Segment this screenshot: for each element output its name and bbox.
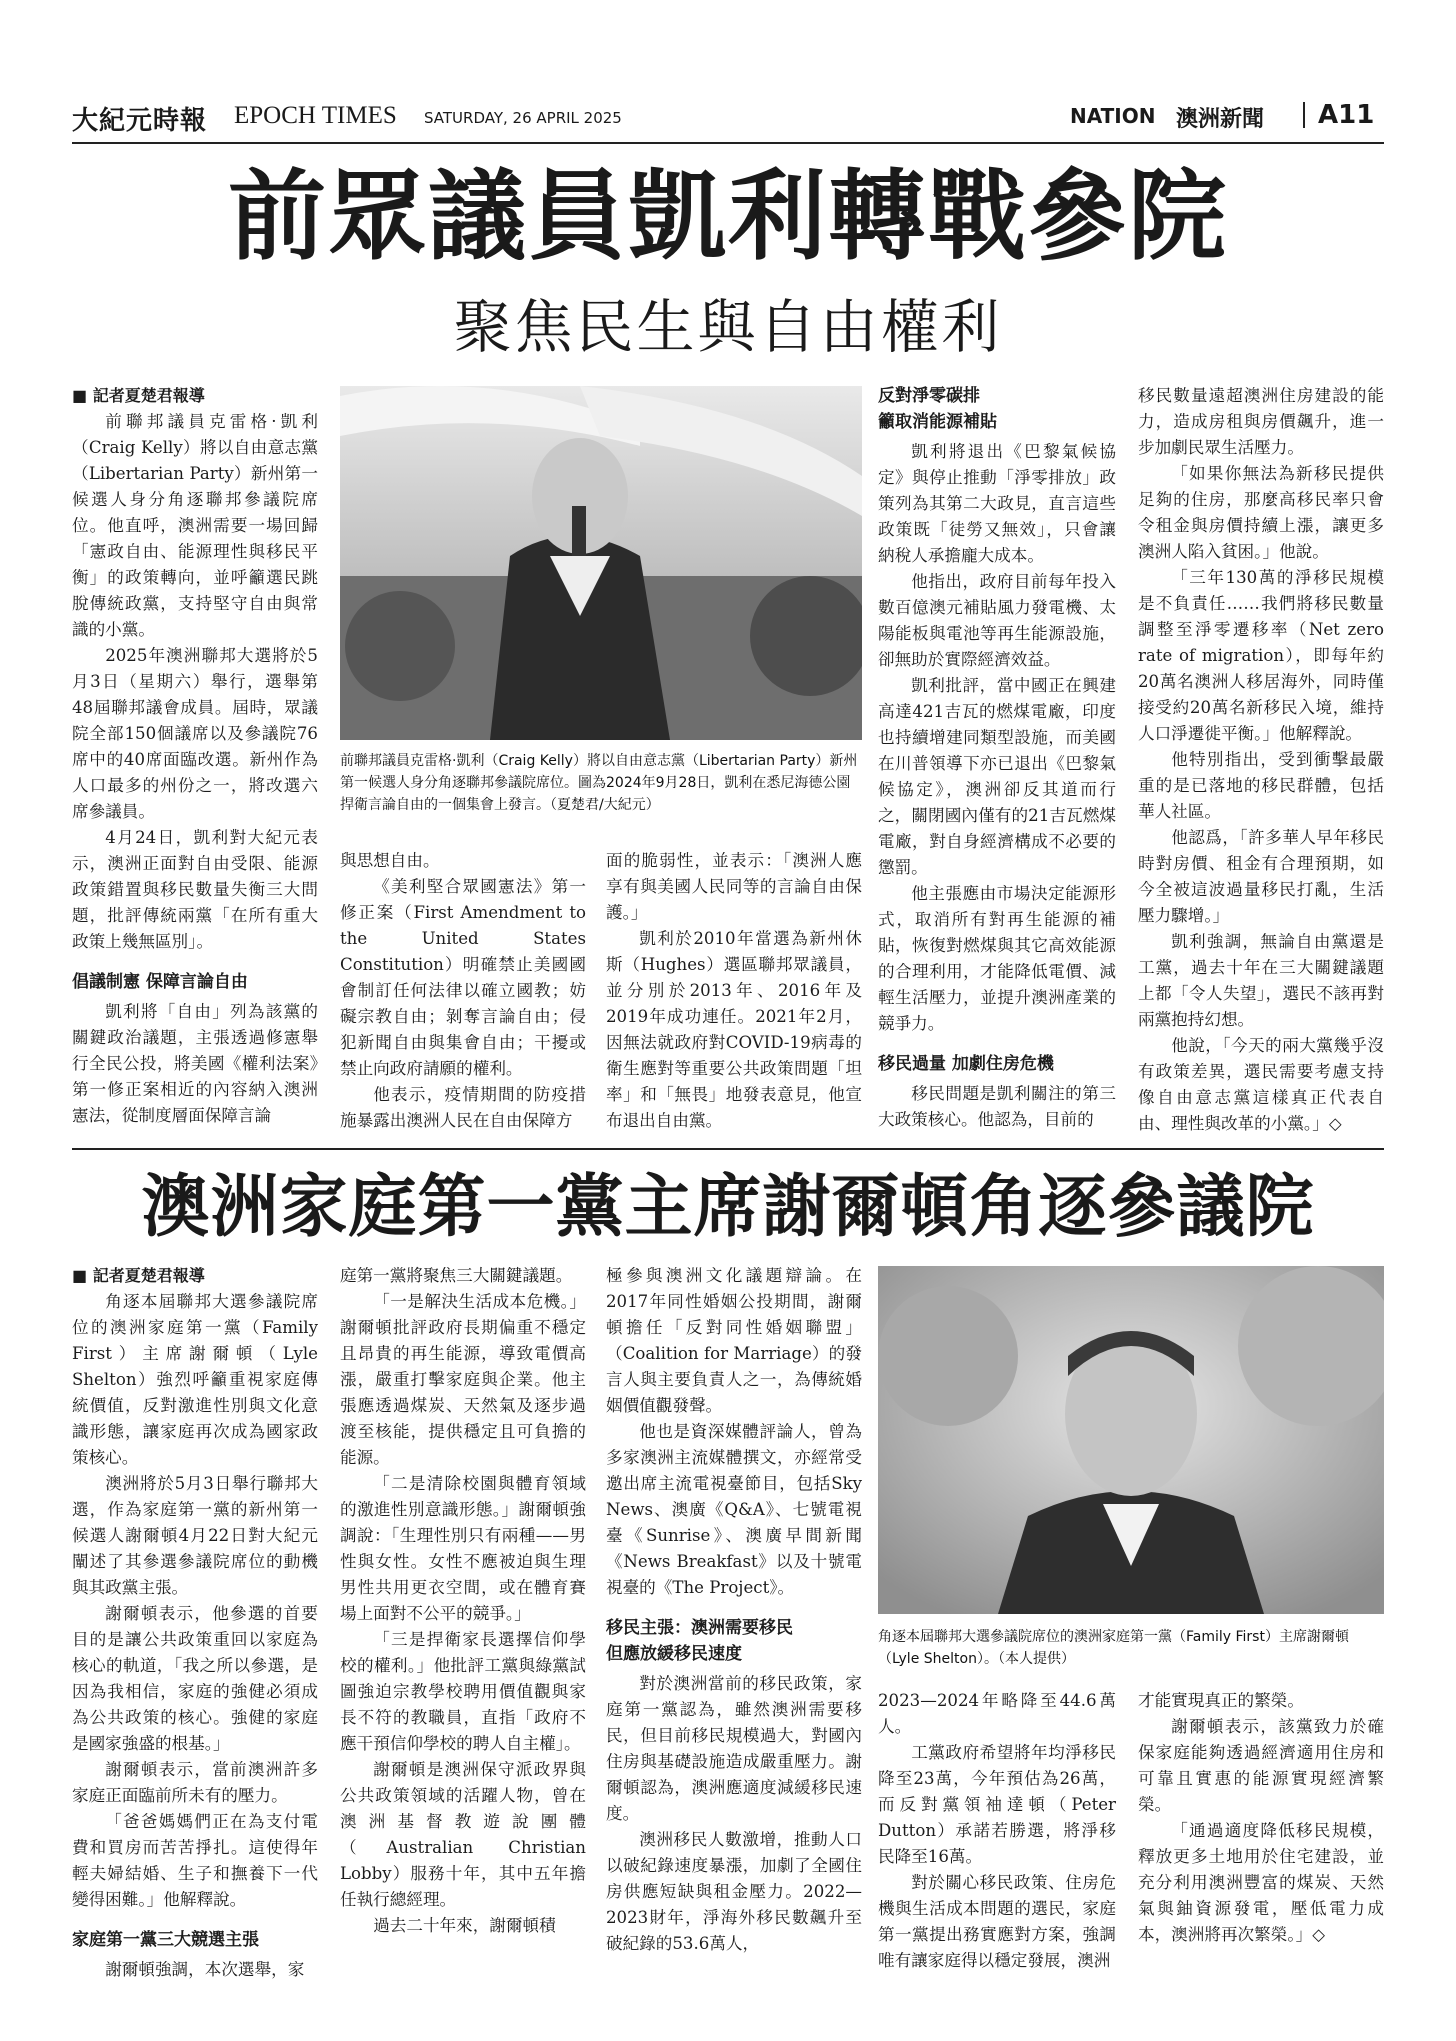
paragraph: 2025年澳洲聯邦大選將於5月3日（星期六）舉行，選舉第48屆聯邦議會成員。屆時，眾議院全部150個議席以及參議院76席中的40席面臨改選。新州作為人口最多的州份之一，將改選六席參議員。: [72, 646, 318, 821]
paragraph: 過去二十年來，謝爾頓積: [373, 1916, 556, 1935]
paragraph: 謝爾頓強調，本次選舉，家: [105, 1960, 305, 1979]
paragraph: 澳洲將於5月3日舉行聯邦大選，作為家庭第一黨的新州第一候選人謝爾頓4月22日對大紀元闡述了其參選參議院席位的動機與其政黨主張。: [72, 1474, 318, 1597]
article1-photo-caption: 前聯邦議員克雷格·凱利（Craig Kelly）將以自由意志黨（Libertarian Party）新州第一候選人身分角逐聯邦參議院席位。圖為2024年9月28日，凱利在悉尼海德公園捍衛言論自由的一個集會上發言。（夏楚君/大紀元）: [340, 753, 858, 813]
section-label-en: NATION: [1070, 104, 1156, 128]
article1-column-3: [878, 383, 1116, 1133]
subhead: 移民主張：澳洲需要移民 但應放緩移民速度: [606, 1618, 793, 1664]
article2-column-1: [72, 1263, 318, 1983]
paragraph: 移民數量遠超澳洲住房建設的能力，造成房租與房價飆升，進一步加劇民眾生活壓力。: [1138, 386, 1384, 457]
paragraph: 凱利將「自由」列為該黨的關鍵政治議題，主張透過修憲舉行全民公投，將美國《權利法案》第一修正案相近的內容納入澳洲憲法，從制度層面保障言論: [72, 1002, 318, 1125]
article2-column-2: [340, 1263, 586, 1939]
paragraph: 澳洲移民人數激增，推動人口以破紀錄速度暴漲，加劇了全國住房供應短缺與租金壓力。2022—2023財年，淨海外移民數飆升至破紀錄的53.6萬人，: [606, 1830, 862, 1953]
photo-craig-kelly-speaking: [340, 386, 862, 740]
paragraph: 「三是捍衛家長選擇信仰學校的權利。」他批評工黨與綠黨試圖強迫宗教學校聘用價值觀與家長不符的教職員，直指「政府不應干預信仰學校的聘人自主權」。: [340, 1630, 586, 1753]
paragraph: 對於澳洲當前的移民政策，家庭第一黨認為，雖然澳洲需要移民，但目前移民規模過大，對國內住房與基礎設施造成嚴重壓力。謝爾頓認為，澳洲應適度減緩移民速度。: [606, 1674, 862, 1823]
article2-photo: [878, 1266, 1384, 1614]
paragraph: 他也是資深媒體評論人，曾為多家澳洲主流媒體撰文，亦經常受邀出席主流電視臺節目，包括Sky News、澳廣《Q&A》、七號電視臺《Sunrise》、澳廣早間新聞《News Breakfast》以及十號電視臺的《The Project》。: [606, 1422, 862, 1597]
paragraph: 謝爾頓表示，當前澳洲許多家庭正面臨前所未有的壓力。: [72, 1760, 318, 1805]
paragraph: 《美利堅合眾國憲法》第一修正案（First Amendment to the United States Constitution）明確禁止美國國會制訂任何法律以確立國教；妨礙宗教自由；剝奪言論自由；侵犯新聞自由與集會自由；干擾或禁止向政府請願的權利。: [340, 877, 586, 1078]
section-label-cn: 澳洲新聞: [1176, 107, 1265, 132]
article2-byline: ■ 記者夏楚君報導: [72, 1266, 205, 1285]
article2-photo-caption: 角逐本屆聯邦大選參議院席位的澳洲家庭第一黨（Family First）主席謝爾頓（Lyle Shelton）。（本人提供）: [878, 1629, 1349, 1667]
subhead: 家庭第一黨三大競選主張: [72, 1930, 259, 1950]
paragraph: 「一是解決生活成本危機。」謝爾頓批評政府長期偏重不穩定且昂貴的再生能源，導致電價高漲，嚴重打擊家庭與企業。他主張應透過煤炭、天然氣及逐步過渡至核能，提供穩定且可負擔的能源。: [340, 1292, 586, 1467]
paragraph: 才能實現真正的繁榮。: [1138, 1691, 1304, 1710]
paragraph: 「通過適度降低移民規模，釋放更多土地用於住宅建設，並充分利用澳洲豐富的煤炭、天然氣與鈾資源發電，壓低電力成本，澳洲將再次繁榮。」◇: [1138, 1821, 1384, 1944]
masthead-logo-en: EPOCH TIMES: [234, 102, 397, 129]
paragraph: 「爸爸媽媽們正在為支付電費和買房而苦苦掙扎。這使得年輕夫婦結婚、生子和撫養下一代變得困難。」他解釋說。: [72, 1812, 318, 1909]
paragraph: 工黨政府希望將年均淨移民降至23萬，今年預估為26萬，而反對黨領袖達頓（Peter Dutton）承諾若勝選，將淨移民降至16萬。: [878, 1743, 1116, 1866]
photo-lyle-shelton-portrait: [878, 1266, 1384, 1614]
paragraph: 與思想自由。: [340, 851, 440, 870]
article1-headline: 前眾議員凱利轉戰參院: [227, 160, 1228, 274]
masthead-rule: [72, 142, 1384, 144]
masthead: [72, 96, 1384, 140]
article1-photo: [340, 386, 862, 740]
subhead: 倡議制憲 保障言論自由: [72, 972, 248, 992]
article1-byline: ■ 記者夏楚君報導: [72, 386, 205, 405]
paragraph: 凱利將退出《巴黎氣候協定》與停止推動「淨零排放」政策列為其第二大政見，直言這些政策既「徒勞又無效」，只會讓納稅人承擔龐大成本。: [878, 442, 1116, 565]
paragraph: 「二是清除校園與體育領域的激進性別意識形態。」謝爾頓強調說：「生理性別只有兩種——男性與女性。女性不應被迫與生理男性共用更衣空間，或在體育賽場上面對不公平的競爭。」: [340, 1474, 586, 1623]
paragraph: 「如果你無法為新移民提供足夠的住房，那麼高移民率只會令租金與房價持續上漲，讓更多澳洲人陷入貧困。」他說。: [1138, 464, 1384, 561]
article1-column-2: [340, 848, 586, 1134]
paragraph: 謝爾頓表示，他參選的首要目的是讓公共政策重回以家庭為核心的軌道，「我之所以參選，是因為我相信，家庭的強健必須成為公共政策的核心。強健的家庭是國家強盛的根基。」: [72, 1604, 318, 1753]
article2-column-5: [1138, 1688, 1384, 1948]
article1-column-4: [1138, 383, 1384, 1137]
paragraph: 他主張應由市場決定能源形式，取消所有對再生能源的補貼，恢復對燃煤與其它高效能源的合理利用，才能降低電價、減輕生活壓力，並提升澳洲產業的競爭力。: [878, 884, 1116, 1033]
paragraph: 2023—2024年略降至44.6萬人。: [878, 1691, 1116, 1736]
article2-column-3: [606, 1263, 862, 1957]
subhead: 移民過量 加劇住房危機: [878, 1054, 1054, 1074]
article2-headline: 澳洲家庭第一黨主席謝爾頓角逐參議院: [141, 1168, 1315, 1247]
subhead: 反對淨零碳排 籲取消能源補貼: [878, 386, 997, 432]
paragraph: 謝爾頓是澳洲保守派政界與公共政策領域的活躍人物，曾在澳洲基督教遊說團體（Australian Christian Lobby）服務十年，其中五年擔任執行總經理。: [340, 1760, 586, 1909]
article1-column-3-lower: [606, 848, 862, 1134]
paragraph: 極參與澳洲文化議題辯論。在2017年同性婚姻公投期間，謝爾頓擔任「反對同性婚姻聯盟」（Coalition for Marriage）的發言人與主要負責人之一，為傳統婚姻價值觀發聲。: [606, 1266, 862, 1415]
paragraph: 庭第一黨將聚焦三大關鍵議題。: [340, 1266, 573, 1285]
paragraph: 他表示，疫情期間的防疫措施暴露出澳洲人民在自由保障方: [340, 1085, 586, 1130]
masthead-date: SATURDAY, 26 APRIL 2025: [424, 109, 622, 127]
paragraph: 面的脆弱性，並表示：「澳洲人應享有與美國人民同等的言論自由保護。」: [606, 851, 862, 922]
article1-subheadline: 聚焦民生與自由權利: [453, 293, 1003, 361]
paragraph: 「三年130萬的淨移民規模是不負責任……我們將移民數量調整至淨零遷移率（Net zero rate of migration），即每年約20萬名澳洲人移居海外，同時僅接受約20萬名新移民入境，維持人口淨遷徙平衡。」他解釋說。: [1138, 568, 1384, 743]
paragraph: 4月24日，凱利對大紀元表示，澳洲正面對自由受限、能源政策錯置與移民數量失衡三大問題，批評傳統兩黨「在所有重大政策上幾無區別」。: [72, 828, 318, 951]
masthead-logo-cn: 大紀元時報: [72, 106, 208, 136]
paragraph: 他指出，政府目前每年投入數百億澳元補貼風力發電機、太陽能板與電池等再生能源設施，卻無助於實際經濟效益。: [878, 572, 1116, 669]
paragraph: 他認爲，「許多華人早年移民時對房價、租金有合理預期，如今全被這波過量移民打亂，生活壓力驟增。」: [1138, 828, 1384, 925]
paragraph: 凱利批評，當中國正在興建高達421吉瓦的燃煤電廠，印度也持續增建同類型設施，而美國在川普領導下亦已退出《巴黎氣候協定》，澳洲卻反其道而行之，關閉國內僅有的21吉瓦燃煤電廠，對自身經濟構成不必要的懲罰。: [878, 676, 1116, 877]
paragraph: 移民問題是凱利關注的第三大政策核心。他認為，目前的: [878, 1084, 1116, 1129]
paragraph: 角逐本屆聯邦大選參議院席位的澳洲家庭第一黨（Family First）主席謝爾頓（Lyle Shelton）強烈呼籲重視家庭傳統價值，反對激進性別與文化意識形態，讓家庭再次成為國家政策核心。: [72, 1292, 318, 1467]
paragraph: 凱利強調，無論自由黨還是工黨，過去十年在三大關鍵議題上都「令人失望」，選民不該再對兩黨抱持幻想。: [1138, 932, 1384, 1029]
article2-column-4: [878, 1688, 1116, 1974]
paragraph: 他說，「今天的兩大黨幾乎沒有政策差異，選民需要考慮支持像自由意志黨這樣真正代表自由、理性與改革的小黨。」◇: [1138, 1036, 1384, 1133]
paragraph: 他特別指出，受到衝擊最嚴重的是已落地的移民群體，包括華人社區。: [1138, 750, 1384, 821]
paragraph: 前聯邦議員克雷格·凱利（Craig Kelly）將以自由意志黨（Libertarian Party）新州第一候選人身分角逐聯邦參議院席位。他直呼，澳洲需要一場回歸「憲政自由、能源理性與移民平衡」的政策轉向，並呼籲選民跳脫傳統政黨，支持堅守自由與常識的小黨。: [72, 412, 318, 639]
article-separator: [72, 1148, 1384, 1150]
paragraph: 對於關心移民政策、住房危機與生活成本問題的選民，家庭第一黨提出務實應對方案，強調唯有讓家庭得以穩定發展，澳洲: [878, 1873, 1116, 1970]
masthead-divider: [1303, 102, 1305, 128]
paragraph: 凱利於2010年當選為新州休斯（Hughes）選區聯邦眾議員，並分別於2013年、2016年及2019年成功連任。2021年2月，因無法就政府對COVID-19病毒的衛生應對等重要公共政策問題「坦率」和「無畏」地發表意見，他宣布退出自由黨。: [606, 929, 862, 1130]
page-number: A11: [1318, 100, 1375, 130]
article1-column-1: [72, 383, 318, 1129]
paragraph: 謝爾頓表示，該黨致力於確保家庭能夠透過經濟適用住房和可靠且實惠的能源實現經濟繁榮。: [1138, 1717, 1384, 1814]
